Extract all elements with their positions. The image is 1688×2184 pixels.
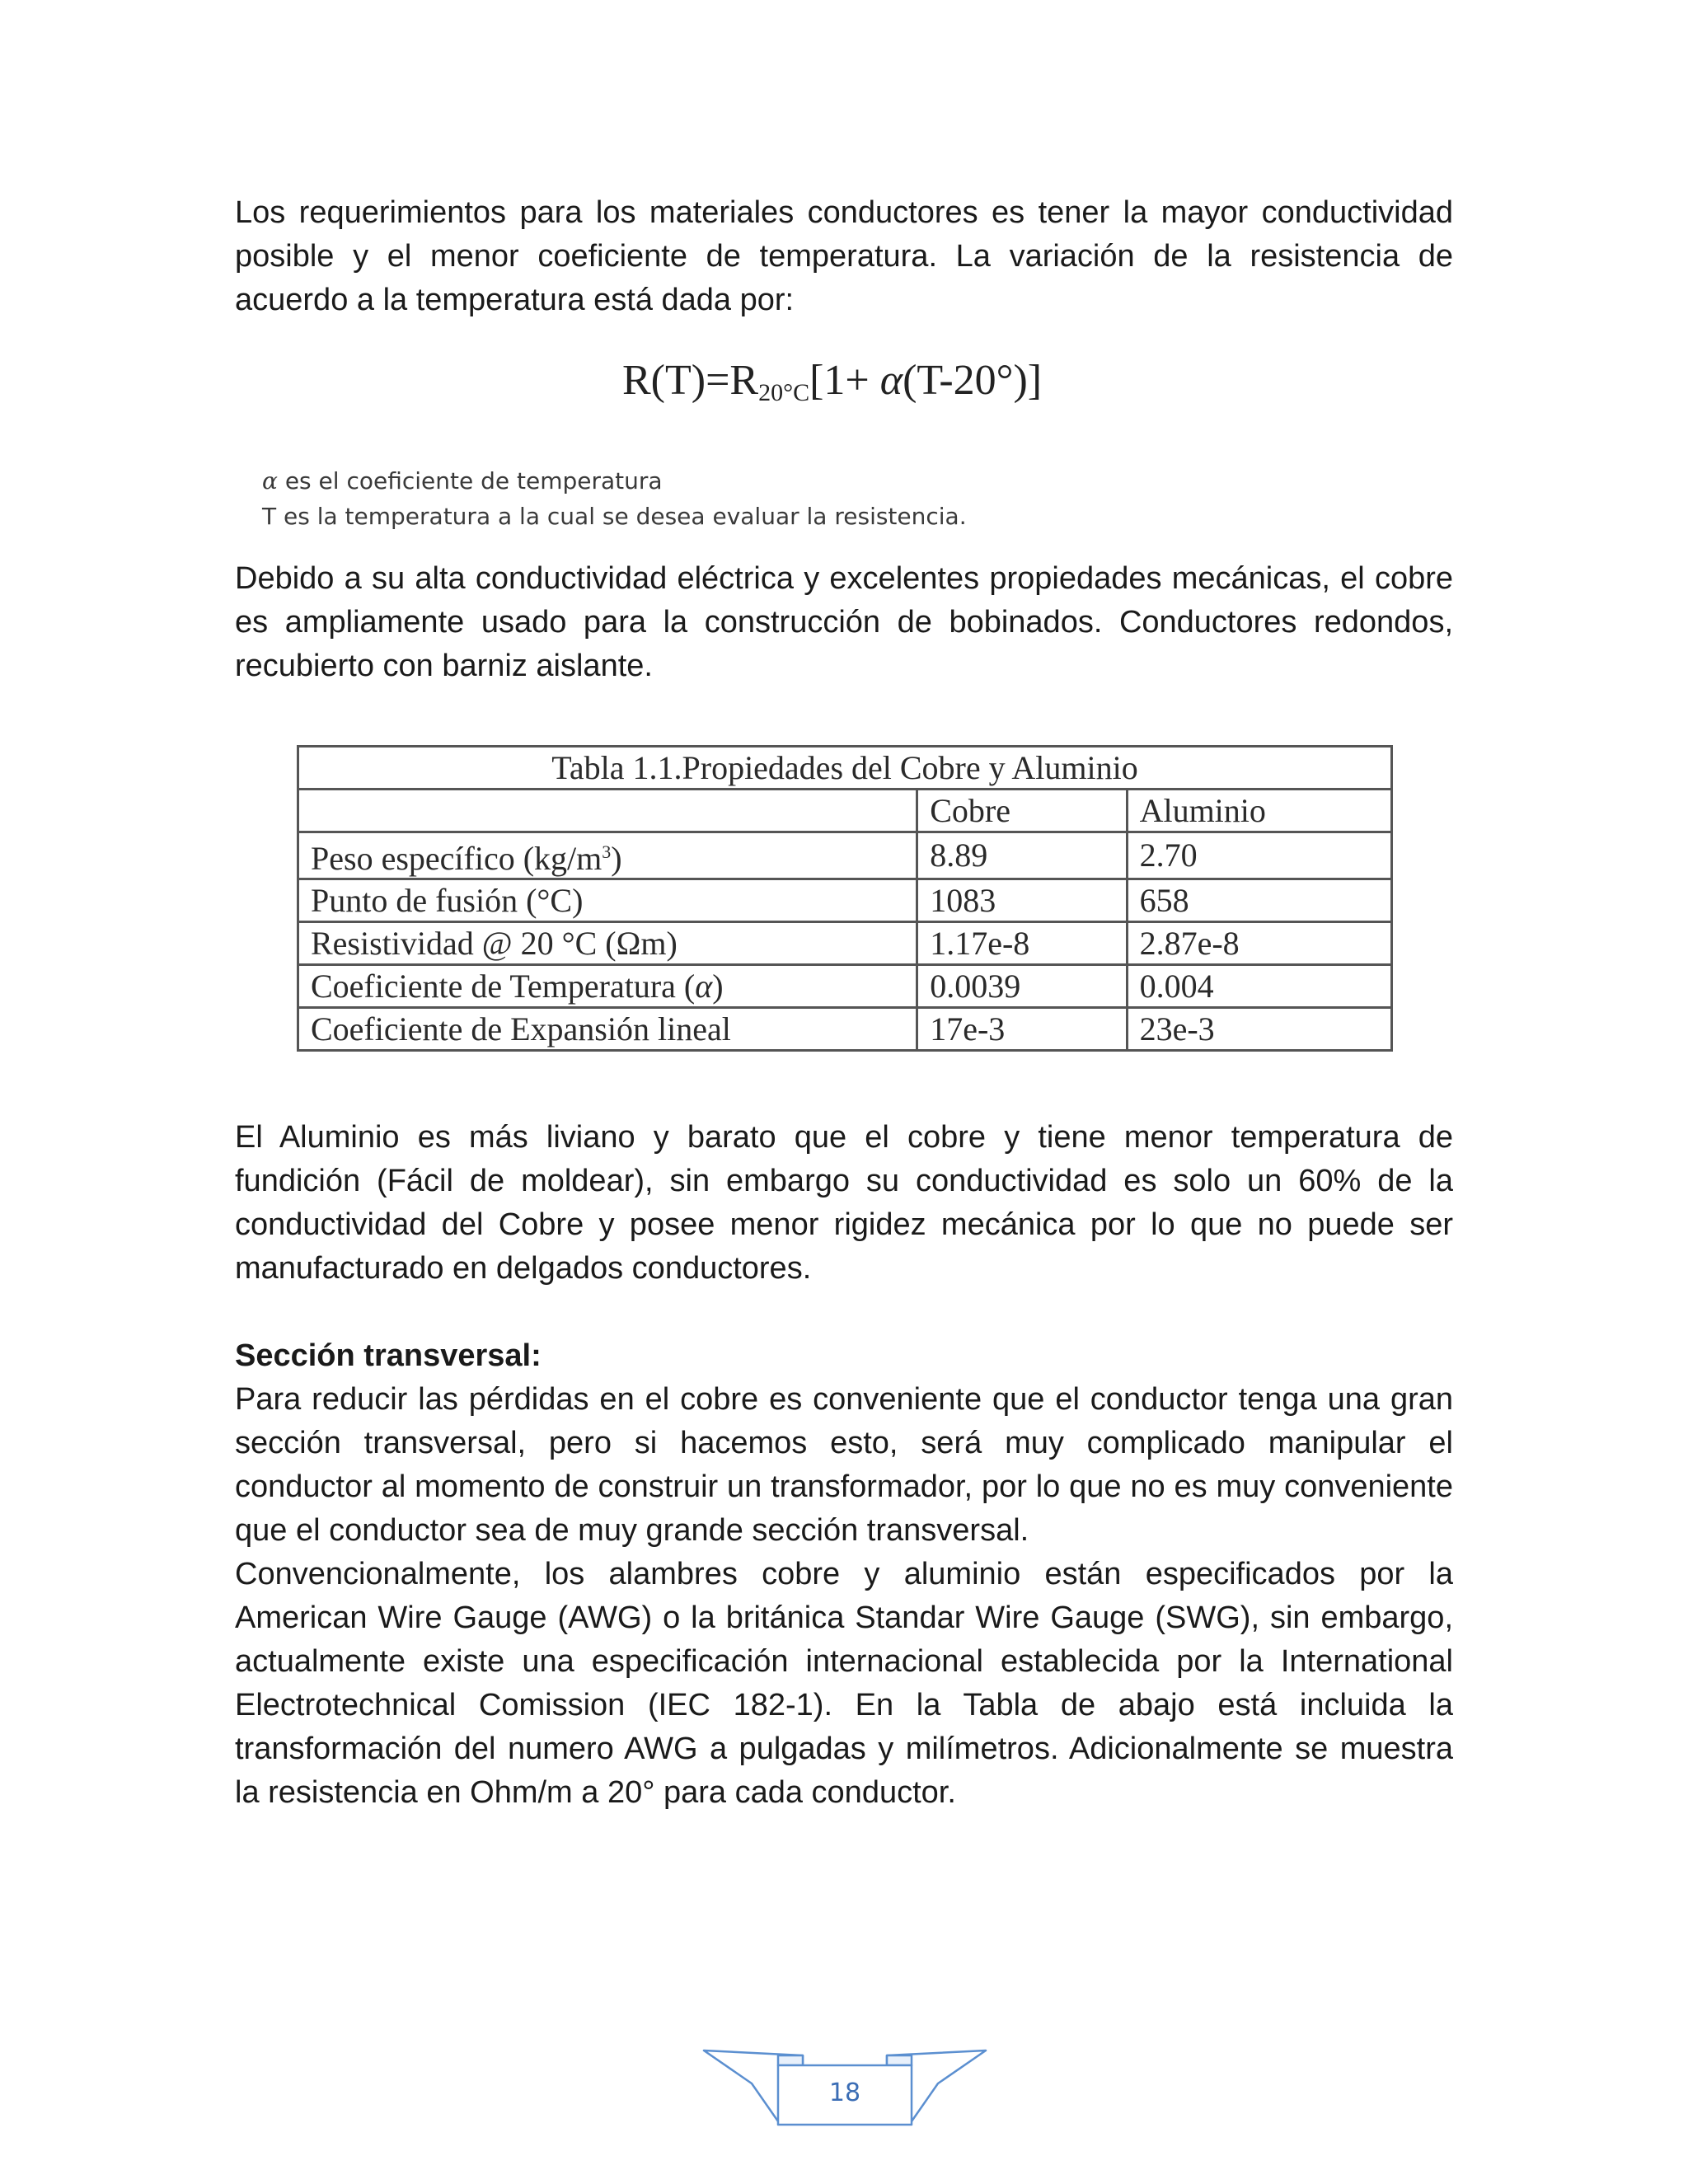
table-cell-aluminio: 2.70 <box>1127 832 1391 879</box>
table-row-label <box>298 832 917 879</box>
note-alpha-text: es el coeficiente de temperatura <box>277 467 663 494</box>
table-caption-row <box>298 747 1392 790</box>
paragraph-wire-gauge: Convencionalmente, los alambres cobre y aluminio están especificados por la American Wire Gauge (AWG) o la británica Standar Wire Gauge (SWG), sin embargo, actualmente existe una especificación internacional establecida por la International Electrotechnical Comission (IEC 182-1). En la Tabla de abajo está incluida la transformación del numero AWG a pulgadas y milímetros. Adicionalmente se muestra la resistencia en Ohm/m a 20° para cada conductor. <box>235 1557 1453 1810</box>
formula-alpha: α <box>879 357 903 404</box>
table-cell-cobre: 1.17e-8 <box>917 922 1127 965</box>
page-footer <box>701 2047 989 2130</box>
table-row-label: Punto de fusión (°C) <box>298 879 917 922</box>
label-alpha: α <box>695 967 713 1005</box>
formula-subscript: 20°C <box>758 379 810 406</box>
table-header-cobre: Cobre <box>917 790 1127 832</box>
table-header-row <box>298 790 1392 832</box>
label-superscript: 3 <box>602 841 612 862</box>
table-cell-cobre: 1083 <box>917 879 1127 922</box>
label-end: ) <box>611 840 622 877</box>
page-number: 18 <box>828 2079 861 2107</box>
table-row <box>298 832 1392 879</box>
paragraph-cross-section: Para reducir las pérdidas en el cobre es conveniente que el conductor tenga una gran sección transversal, pero si hacemos esto, será muy complicado manipular el conductor al momento de construir un transformador, por lo que no es muy conveniente que el conductor sea de muy grande sección transversal. <box>235 1382 1453 1548</box>
label-text: Coeficiente de Temperatura ( <box>311 967 696 1005</box>
formula-rest: (T-20°)] <box>903 357 1043 404</box>
note-temperature: T es la temperatura a la cual se desea evaluar la resistencia. <box>262 503 967 530</box>
formula-open: [1+ <box>809 357 880 404</box>
table-header-aluminio: Aluminio <box>1127 790 1391 832</box>
table-cell-aluminio: 658 <box>1127 879 1391 922</box>
paragraph-copper-usage: Debido a su alta conductividad eléctrica y excelentes propiedades mecánicas, el cobre es ampliamente usado para la construcción de bobinados. Conductores redondos, recubierto con barniz aislante. <box>235 561 1453 683</box>
table-row <box>298 1008 1392 1051</box>
table-row-label: Coeficiente de Expansión lineal <box>298 1008 917 1051</box>
properties-table-container <box>297 745 1393 1052</box>
table-cell-cobre: 0.0039 <box>917 965 1127 1008</box>
label-text: Peso específico (kg/m <box>311 840 603 877</box>
section-heading: Sección transversal: <box>235 1338 542 1373</box>
table-cell-cobre: 8.89 <box>917 832 1127 879</box>
table-row-label <box>298 965 917 1008</box>
table-row-label: Resistividad @ 20 °C (Ωm) <box>298 922 917 965</box>
table-row <box>298 965 1392 1008</box>
table-row <box>298 879 1392 922</box>
table-cell-cobre: 17e-3 <box>917 1008 1127 1051</box>
note-alpha <box>262 463 967 499</box>
resistance-temperature-formula <box>622 356 1042 407</box>
label-end: ) <box>712 967 724 1005</box>
properties-table <box>297 745 1393 1052</box>
paragraph-aluminum: El Aluminio es más liviano y barato que el cobre y tiene menor temperatura de fundición (Fácil de moldear), sin embargo su conductividad es solo un 60% de la conductividad del Cobre y posee menor rigidez mecánica por lo que no puede ser manufacturado en delgados conductores. <box>235 1120 1453 1286</box>
formula-lhs: R(T)=R <box>622 357 759 404</box>
paragraph-conductor-requirements: Los requerimientos para los materiales conductores es tener la mayor conductividad posible y el menor coeficiente de temperatura. La variación de la resistencia de acuerdo a la temperatura está dada por: <box>235 195 1453 317</box>
table-row <box>298 922 1392 965</box>
table-cell-aluminio: 2.87e-8 <box>1127 922 1391 965</box>
table-cell-aluminio: 0.004 <box>1127 965 1391 1008</box>
note-alpha-symbol: α <box>262 467 278 494</box>
formula-notes <box>262 463 967 534</box>
table-header-empty <box>298 790 917 832</box>
table-cell-aluminio: 23e-3 <box>1127 1008 1391 1051</box>
table-caption: Tabla 1.1.Propiedades del Cobre y Aluminio <box>298 747 1392 790</box>
